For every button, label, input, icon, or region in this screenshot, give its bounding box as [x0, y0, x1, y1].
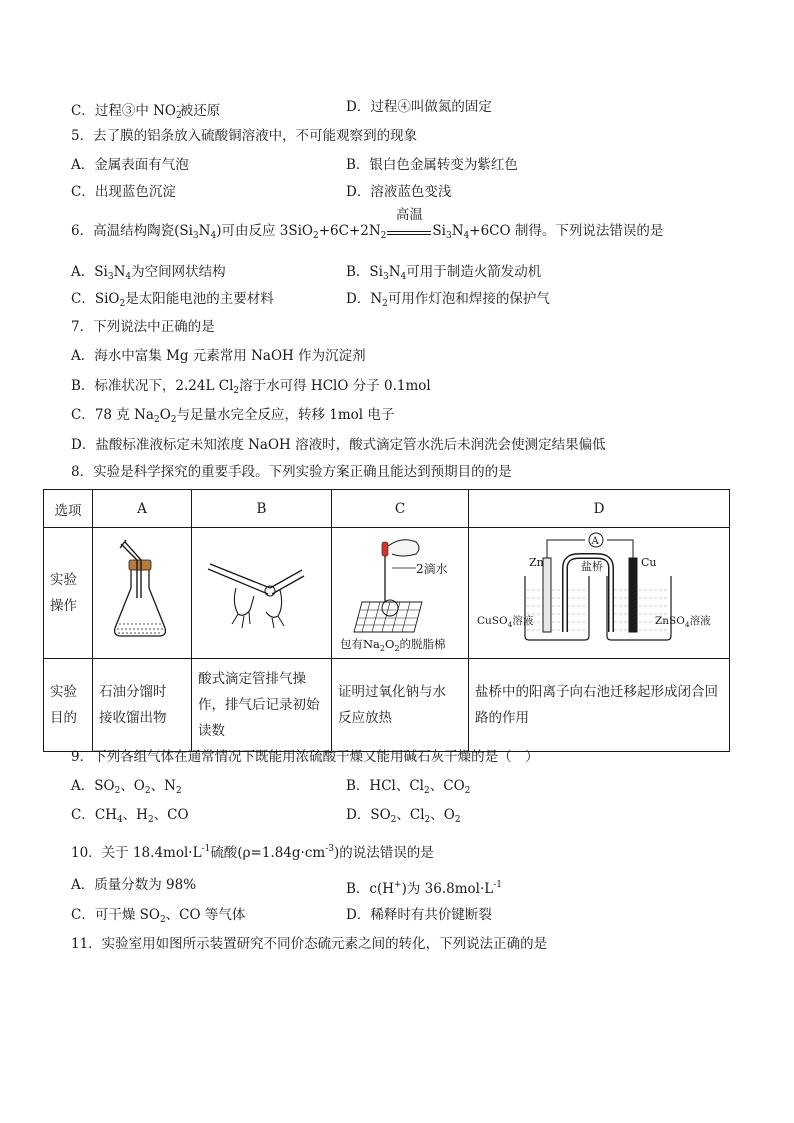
- header-a: A: [93, 490, 192, 528]
- cu-label: Cu: [641, 556, 657, 569]
- q7-option-d: D．盐酸标准液标定未知浓度 NaOH 溶液时，酸式滴定管水洗后未润洗会使测定结果偏低: [71, 437, 606, 453]
- row-label-purpose: 实验目的: [44, 659, 93, 752]
- q10-option-c: C．可干燥 $SO_2$、CO 等气体: [71, 907, 246, 925]
- q6-option-c: C．SiO$_2$是太阳能电池的主要材料: [71, 291, 274, 309]
- q9-option-c: C．$CH_4$、$H_2$、CO: [71, 807, 189, 825]
- q7-option-b: B．标准状况下，2.24L $Cl_2$溶于水可得 HClO 分子 0.1mol: [71, 378, 431, 396]
- q4-option-d: D．过程④叫做氮的固定: [346, 99, 492, 115]
- q5-stem: 5．去了膜的铝条放入硫酸铜溶液中，不可能观察到的现象: [71, 128, 418, 144]
- header-d: D: [469, 490, 730, 528]
- header-b: B: [192, 490, 332, 528]
- q10-option-a: A．质量分数为 98%: [71, 877, 197, 893]
- q9-option-a: A．$SO_2$、$O_2$、$N_2$: [71, 778, 182, 796]
- cotton-caption: 包有$Na_2O_2$的脱脂棉: [340, 637, 446, 653]
- q7-option-c: C．78 克 $Na_2O_2$与足量水完全反应，转移 1mol 电子: [71, 407, 395, 425]
- q6-option-a: A．$Si_3N_4$为空间网状结构: [71, 264, 226, 282]
- q5-option-d: D．溶液蓝色变浅: [346, 184, 452, 200]
- experiment-table: [43, 489, 730, 752]
- q10-option-b: B．c(H+)为 $36.8mol\cdot L^{-1}$: [346, 880, 502, 897]
- q9-stem: 9．下列各组气体在通常情况下既能用浓硫酸干燥又能用碱石灰干燥的是（ ）: [71, 749, 539, 765]
- zn-label: Zn: [529, 556, 544, 569]
- q7-option-a: A．海水中富集 Mg 元素常用 NaOH 作为沉淀剂: [71, 348, 366, 364]
- q9-option-b: B．HCl、$Cl_2$、$CO_2$: [346, 778, 471, 796]
- header-c: C: [332, 490, 469, 528]
- q7-stem: 7．下列说法中正确的是: [71, 319, 215, 335]
- row-label-operation: 实验操作: [44, 528, 93, 659]
- q10-option-d: D．稀释时有共价键断裂: [346, 907, 492, 923]
- q8-stem: 8．实验是科学探究的重要手段。下列实验方案正确且能达到预期目的的是: [71, 464, 512, 480]
- flask-figure: [93, 528, 191, 654]
- burette-figure: [192, 528, 331, 654]
- q5-option-c: C．出现蓝色沉淀: [71, 184, 176, 200]
- purpose-c: 证明过氧化钠与水反应放热: [332, 659, 469, 752]
- q9-option-d: D．$SO_2$、$Cl_2$、$O_2$: [346, 807, 461, 825]
- q11-stem: 11．实验室用如图所示装置研究不同价态硫元素之间的转化，下列说法正确的是: [71, 936, 548, 952]
- galvanic-cell-figure: [469, 528, 729, 654]
- purpose-b: 酸式滴定管排气操作，排气后记录初始读数: [192, 659, 332, 752]
- right-solution-label: ZnSO$_4$溶液: [655, 615, 711, 629]
- q5-option-b: B．银白色金属转变为紫红色: [346, 157, 518, 173]
- q4-option-c: C．过程③中 $NO_2^-$被还原: [71, 102, 221, 121]
- left-solution-label: CuSO$_4$溶液: [477, 615, 534, 629]
- figure-b-cell: [192, 528, 332, 659]
- figure-a-cell: [93, 528, 192, 659]
- figure-d-cell: [469, 528, 730, 659]
- q5-option-a: A．金属表面有气泡: [71, 157, 189, 173]
- ammeter-label: A: [591, 536, 599, 547]
- purpose-d: 盐桥中的阳离子向右池迁移起形成闭合回路的作用: [469, 659, 730, 752]
- q6-option-d: D．$N_2$可用作灯泡和焊接的保护气: [346, 291, 550, 309]
- cotton-figure: [332, 528, 468, 654]
- salt-bridge-label: 盐桥: [581, 560, 603, 573]
- drop-label: 2滴水: [416, 562, 448, 576]
- purpose-a: 石油分馏时接收馏出物: [93, 659, 192, 752]
- q6-option-b: B．$Si_3N_4$可用于制造火箭发动机: [346, 264, 542, 282]
- header-option: 选项: [44, 490, 93, 528]
- figure-c-cell: [332, 528, 469, 659]
- q10-stem: 10．关于 $18.4mol\cdot L^{-1}$硫酸$(\rho=1.84g\cdot cm^{-3})$的说法错误的是: [71, 844, 434, 861]
- q6-stem: 6．高温结构陶瓷$(Si_3N_4)$可由反应 $3SiO_2+6C+2N_2$ 高温 $Si_3N_4+6CO$ 制得。下列说法错误的是: [71, 207, 664, 241]
- high-temperature-condition: 高温: [387, 223, 431, 235]
